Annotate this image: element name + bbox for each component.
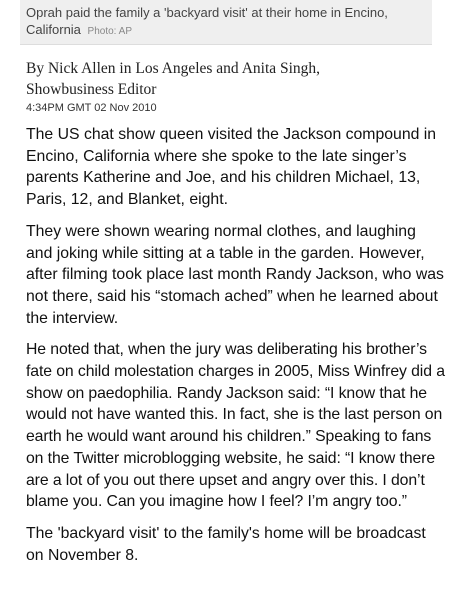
article-paragraph: They were shown wearing normal clothes, and laughing and joking while sitting at a table in the garden. However, after filming took place last month Randy Jackson, who was not there, said his “stomach ached” when he learned about the interview. <box>26 222 444 327</box>
article-paragraph: He noted that, when the jury was deliberating his brother’s fate on child molestation charges in 2005, Miss Winfrey did a show on paedophilia. Randy Jackson said: “I know that he would not have wanted this. In fact, she is the last person on earth he would want around his children.” Speaking to fans on the Twitter microblogging website, he said: “I know there are a lot of you out there upset and angry over this. I don’t blame you. Can you imagine how I feel? I’m angry too.” <box>26 341 445 511</box>
byline-role: Showbusiness Editor <box>26 81 157 98</box>
article-paragraph: The US chat show queen visited the Jackson compound in Encino, California where she spoke to the late singer’s parents Katherine and Joe, and his children Michael, 13, Paris, 12, and Blanket, eight. <box>26 126 437 209</box>
publish-timestamp: 4:34PM GMT 02 Nov 2010 <box>26 102 157 114</box>
article-body <box>26 124 446 576</box>
photo-caption <box>26 4 426 40</box>
byline <box>26 58 436 100</box>
photo-credit: Photo: AP <box>87 26 133 37</box>
byline-authors: By Nick Allen in Los Angeles and Anita Singh, <box>26 60 321 77</box>
photo-caption-text: Oprah paid the family a 'backyard visit' at their home in Encino, California <box>26 5 388 37</box>
article-paragraph: The 'backyard visit' to the family's home will be broadcast on November 8. <box>26 524 426 564</box>
photo-caption-box <box>20 0 432 45</box>
